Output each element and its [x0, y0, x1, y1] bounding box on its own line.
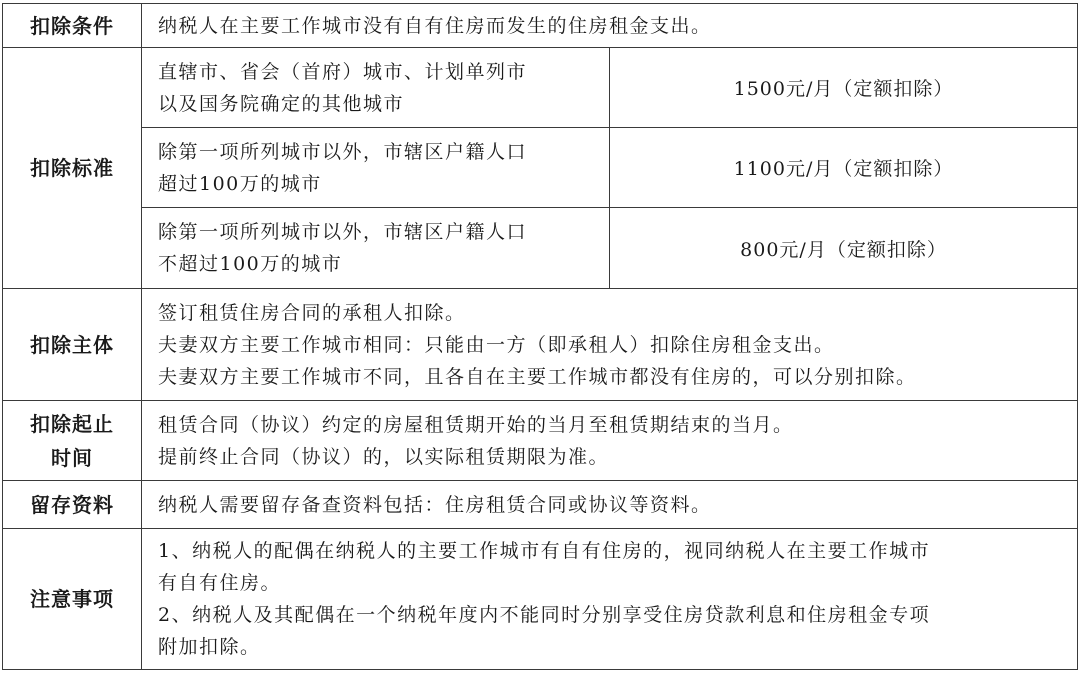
- records-text: 纳税人需要留存备查资料包括：住房租赁合同或协议等资料。: [142, 481, 1078, 529]
- tier-city: 除第一项所列城市以外，市辖区户籍人口 超过100万的城市: [142, 128, 610, 208]
- row-label: 留存资料: [3, 481, 142, 529]
- row-notes: [3, 529, 1078, 670]
- notes-text: 1、纳税人的配偶在纳税人的主要工作城市有自有住房的，视同纳税人在主要工作城市 有自有住房。 2、纳税人及其配偶在一个纳税年度内不能同时分别享受住房贷款利息和住房租金专项 附加扣除。: [142, 529, 1078, 670]
- row-label: 扣除标准: [3, 48, 142, 289]
- tier-city: 除第一项所列城市以外，市辖区户籍人口 不超过100万的城市: [142, 208, 610, 289]
- housing-rent-deduction-table: [2, 3, 1078, 670]
- row-label: 扣除主体: [3, 289, 142, 401]
- tier-amount: 1100元/月（定额扣除）: [610, 128, 1078, 208]
- subject-text: 签订租赁住房合同的承租人扣除。 夫妻双方主要工作城市相同：只能由一方（即承租人）扣除住房租金支出。 夫妻双方主要工作城市不同，且各自在主要工作城市都没有住房的，可以分别扣除。: [142, 289, 1078, 401]
- row-standard-tier-3: [3, 208, 1078, 289]
- row-label: 注意事项: [3, 529, 142, 670]
- row-standard-tier-2: [3, 128, 1078, 208]
- condition-text: 纳税人在主要工作城市没有自有住房而发生的住房租金支出。: [142, 4, 1078, 48]
- period-text: 租赁合同（协议）约定的房屋租赁期开始的当月至租赁期结束的当月。 提前终止合同（协议）的，以实际租赁期限为准。: [142, 401, 1078, 481]
- tier-city: 直辖市、省会（首府）城市、计划单列市 以及国务院确定的其他城市: [142, 48, 610, 128]
- row-label: 扣除起止 时间: [3, 401, 142, 481]
- row-label: 扣除条件: [3, 4, 142, 48]
- row-records: [3, 481, 1078, 529]
- tier-amount: 800元/月（定额扣除）: [610, 208, 1078, 289]
- tier-amount: 1500元/月（定额扣除）: [610, 48, 1078, 128]
- row-standard-tier-1: [3, 48, 1078, 128]
- row-subject: [3, 289, 1078, 401]
- row-condition: [3, 4, 1078, 48]
- row-period: [3, 401, 1078, 481]
